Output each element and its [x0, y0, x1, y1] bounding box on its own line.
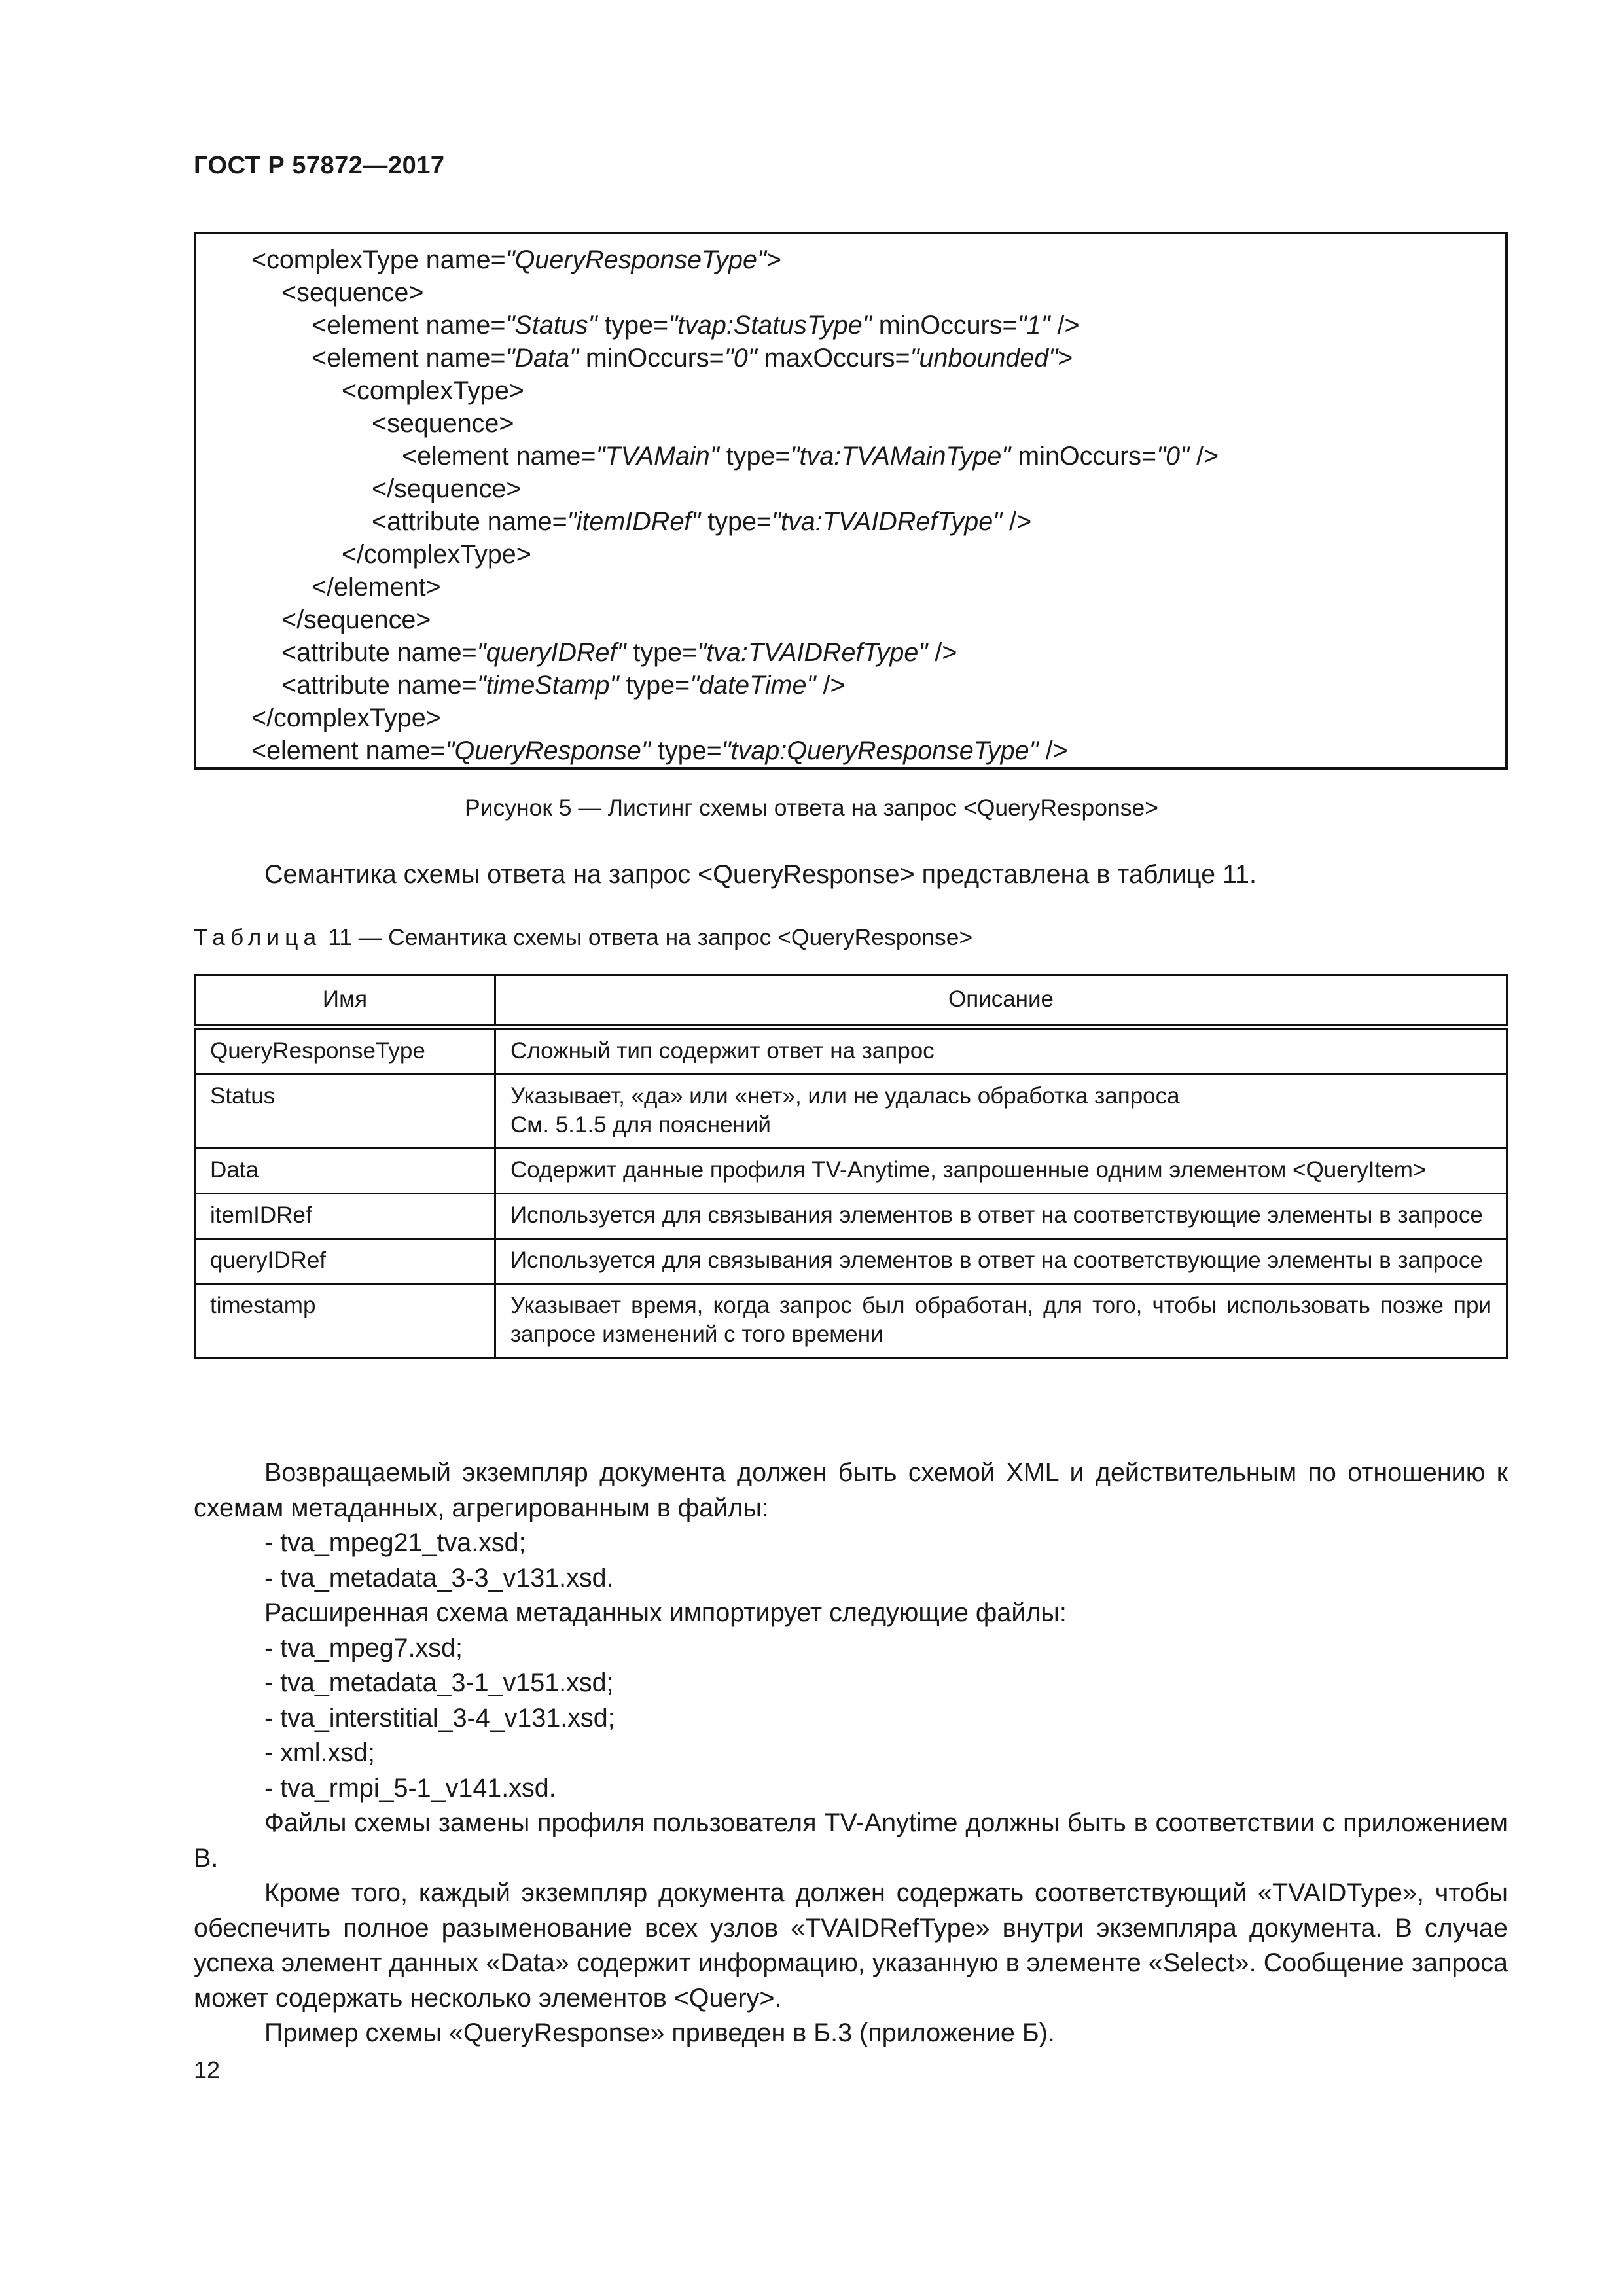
code-value: "1"	[1017, 311, 1050, 340]
cell-description: Содержит данные профиля TV-Anytime, запрошенные одним элементом <QueryItem>	[495, 1149, 1507, 1194]
code-markup: minOccurs=	[1010, 442, 1157, 471]
code-markup: </complexType>	[251, 704, 441, 732]
code-markup: </sequence>	[281, 605, 431, 634]
table-title-text: 11 — Семантика схемы ответа на запрос <QueryResponse>	[321, 924, 973, 950]
code-markup: </complexType>	[342, 540, 531, 569]
code-markup: minOccurs=	[578, 344, 724, 372]
code-markup: />	[1038, 736, 1068, 765]
paragraph-profile-files: Файлы схемы замены профиля пользователя TV-Anytime должны быть в соответствии с приложением В.	[194, 1808, 1508, 1873]
code-markup: maxOccurs=	[757, 344, 910, 372]
code-markup: type=	[597, 311, 669, 340]
code-line	[342, 374, 524, 407]
code-line	[281, 636, 957, 669]
table-row	[195, 1075, 1507, 1149]
code-markup: minOccurs=	[871, 311, 1018, 340]
code-value: "0"	[724, 344, 757, 372]
cell-name: queryIDRef	[195, 1239, 495, 1284]
cell-description: Указывает время, когда запрос был обработан, для того, чтобы использовать позже при запросе изменений с того времени	[495, 1284, 1507, 1358]
table-row	[195, 1284, 1507, 1358]
code-markup: <sequence>	[281, 278, 424, 307]
paragraph-imports: Расширенная схема метаданных импортирует следующие файлы:	[264, 1598, 1067, 1627]
cell-name: timestamp	[195, 1284, 495, 1358]
code-markup: <attribute name=	[372, 507, 567, 536]
code-line	[251, 702, 441, 734]
list-item: - tva_interstitial_3-4_v131.xsd;	[264, 1703, 615, 1732]
list-item: - tva_metadata_3-1_v151.xsd;	[264, 1668, 614, 1697]
cell-description: Используется для связывания элементов в ответ на соответствующие элементы в запросе	[495, 1239, 1507, 1284]
header-name: Имя	[195, 975, 495, 1028]
code-value: "timeStamp"	[476, 671, 619, 700]
code-markup: type=	[626, 638, 698, 667]
code-value: "tva:TVAIDRefType"	[772, 507, 1003, 536]
body-text	[194, 1456, 1508, 2051]
code-line	[312, 309, 1080, 342]
list-item: - tva_mpeg7.xsd;	[264, 1633, 463, 1662]
code-markup: type=	[700, 507, 772, 536]
code-markup: type=	[618, 671, 690, 700]
code-markup: />	[927, 638, 957, 667]
document-header: ГОСТ Р 57872—2017	[194, 152, 445, 179]
semantics-table	[194, 974, 1508, 1359]
code-line	[251, 243, 781, 276]
code-markup: <element name=	[251, 736, 446, 765]
code-value: "0"	[1156, 442, 1190, 471]
code-line	[312, 342, 1073, 374]
code-markup: >	[766, 245, 782, 274]
header-description: Описание	[495, 975, 1507, 1028]
code-value: "queryIDRef"	[476, 638, 626, 667]
code-value: "tva:TVAIDRefType"	[697, 638, 928, 667]
code-line	[281, 669, 846, 702]
table-row	[195, 1194, 1507, 1239]
code-markup: />	[1050, 311, 1080, 340]
code-markup: </element>	[312, 573, 441, 601]
list-item: - xml.xsd;	[264, 1738, 375, 1767]
code-listing	[194, 232, 1508, 770]
code-value: "unbounded"	[910, 344, 1058, 372]
code-markup: </sequence>	[372, 475, 522, 503]
code-line	[281, 603, 431, 636]
table-row	[195, 1149, 1507, 1194]
code-markup: <attribute name=	[281, 671, 477, 700]
code-value: "QueryResponse"	[445, 736, 651, 765]
code-value: "QueryResponseType"	[505, 245, 766, 274]
list-item: - tva_rmpi_5-1_v141.xsd.	[264, 1773, 556, 1803]
code-markup: <complexType name=	[251, 245, 506, 274]
figure-caption: Рисунок 5 — Листинг схемы ответа на запрос <QueryResponse>	[465, 795, 1158, 821]
cell-description: Используется для связывания элементов в ответ на соответствующие элементы в запросе	[495, 1194, 1507, 1239]
code-value: "dateTime"	[690, 671, 816, 700]
code-markup: <element name=	[312, 344, 506, 372]
cell-description: Указывает, «да» или «нет», или не удалась обработка запроса См. 5.1.5 для пояснений	[495, 1075, 1507, 1149]
code-line	[372, 473, 521, 505]
paragraph-example: Пример схемы «QueryResponse» приведен в Б.3 (приложение Б).	[264, 2018, 1055, 2047]
code-markup: <complexType>	[342, 376, 524, 405]
cell-name: QueryResponseType	[195, 1028, 495, 1075]
code-line	[372, 407, 514, 440]
cell-description: Сложный тип содержит ответ на запрос	[495, 1028, 1507, 1075]
code-value: "TVAMain"	[596, 442, 719, 471]
table-header-row	[195, 975, 1507, 1028]
code-line	[402, 440, 1219, 473]
code-markup: type=	[650, 736, 722, 765]
code-value: "tvap:QueryResponseType"	[721, 736, 1039, 765]
table-label: Таблица	[194, 924, 322, 950]
code-value: "Data"	[505, 344, 579, 372]
code-markup: />	[1002, 507, 1032, 536]
code-markup: <element name=	[402, 442, 596, 471]
code-value: "tvap:StatusType"	[668, 311, 872, 340]
page-number: 12	[194, 2056, 221, 2083]
code-markup: <sequence>	[372, 409, 514, 438]
code-markup: <attribute name=	[281, 638, 477, 667]
code-markup: />	[1189, 442, 1219, 471]
table-row	[195, 1028, 1507, 1075]
code-value: "Status"	[505, 311, 597, 340]
paragraph-dereferencing: Кроме того, каждый экземпляр документа должен содержать соответствующий «TVAIDType», чтобы обеспечить полное разыменование всех узлов «TVAIDRefType» внутри экземпляра документа. В случае успеха элемент данных «Data» содержит информацию, указанную в элементе «Select». Сообщение запроса может содержать несколько элементов <Query>.	[194, 1878, 1508, 2013]
code-line	[312, 571, 441, 603]
code-line	[342, 538, 531, 571]
paragraph-schema-requirement: Возвращаемый экземпляр документа должен быть схемой XML и действительным по отношению к схемам метаданных, агрегированным в файлы:	[194, 1458, 1508, 1522]
code-line	[251, 734, 1068, 767]
code-markup: />	[815, 671, 846, 700]
code-value: "tva:TVAMainType"	[790, 442, 1011, 471]
code-markup: <element name=	[312, 311, 506, 340]
list-item: - tva_mpeg21_tva.xsd;	[264, 1528, 526, 1557]
code-line	[281, 276, 423, 309]
code-markup: >	[1058, 344, 1073, 372]
cell-name: itemIDRef	[195, 1194, 495, 1239]
list-item: - tva_metadata_3-3_v131.xsd.	[264, 1563, 614, 1592]
code-markup: type=	[719, 442, 791, 471]
code-value: "itemIDRef"	[567, 507, 701, 536]
table-title	[194, 924, 972, 951]
cell-name: Data	[195, 1149, 495, 1194]
table-row	[195, 1239, 1507, 1284]
intro-paragraph: Семантика схемы ответа на запрос <QueryResponse> представлена в таблице 11.	[264, 860, 1257, 889]
cell-name: Status	[195, 1075, 495, 1149]
code-line	[372, 505, 1031, 538]
